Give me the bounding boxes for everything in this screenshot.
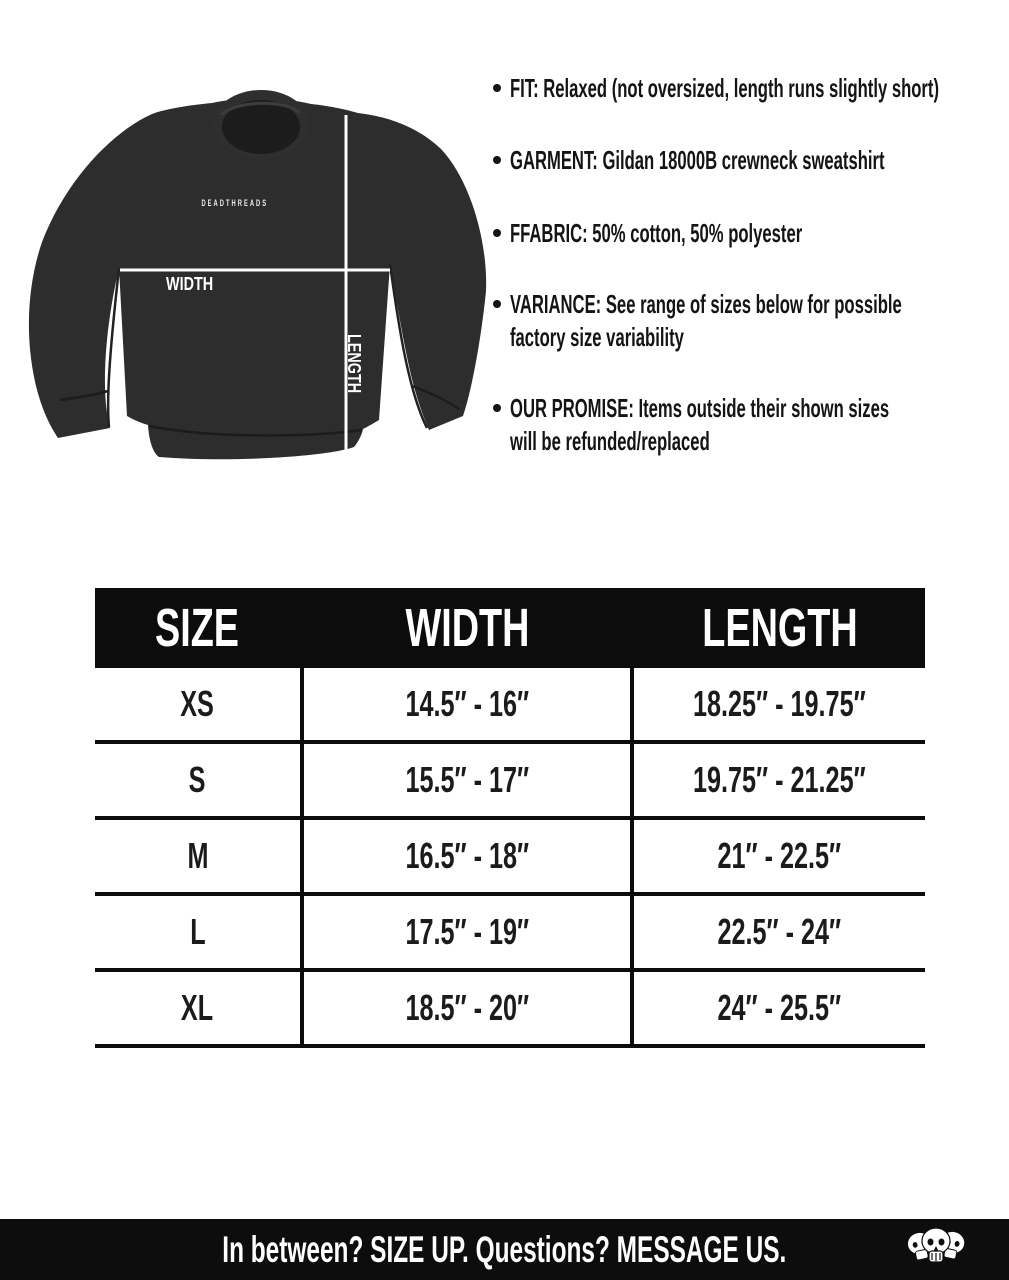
sweatshirt-diagram: [0, 0, 500, 480]
bullet-dot-icon: [493, 84, 501, 92]
footer-bar: [0, 1219, 1009, 1280]
size-cell: XS: [180, 683, 215, 724]
table-row: [95, 896, 925, 972]
size-cell: M: [187, 835, 208, 876]
triple-skull-icon: [905, 1226, 967, 1274]
bullet-dot-icon: [493, 229, 501, 237]
column-header-width: WIDTH: [405, 598, 529, 658]
length-cell: 24″ - 25.5″: [717, 987, 842, 1028]
length-measure-label: LENGTH: [344, 334, 364, 394]
list-item: [493, 288, 1009, 354]
width-measure-label: WIDTH: [166, 274, 214, 294]
sweatshirt-illustration: [0, 0, 500, 480]
bullet-text: factory size variability: [510, 322, 684, 352]
length-cell: 19.75″ - 21.25″: [693, 759, 866, 800]
footer-message: In between? SIZE UP. Questions? MESSAGE US.: [222, 1228, 787, 1270]
column-header-length: LENGTH: [701, 598, 858, 658]
size-cell: XL: [181, 987, 214, 1028]
length-cell: 18.25″ - 19.75″: [693, 683, 866, 724]
bullet-dot-icon: [493, 300, 501, 308]
bullet-text: will be refunded/replaced: [510, 426, 710, 456]
list-item: [493, 217, 967, 250]
table-row: [95, 744, 925, 820]
width-cell: 14.5″ - 16″: [300, 668, 634, 740]
table-row: [95, 820, 925, 896]
width-cell: 15.5″ - 17″: [300, 744, 634, 816]
table-row: [95, 972, 925, 1048]
size-cell: S: [189, 759, 206, 800]
size-chart-table: [95, 588, 925, 1048]
list-item: [493, 72, 1009, 105]
bullet-text: FIT: Relaxed (not oversized, length runs slightly short): [510, 73, 939, 103]
bullet-dot-icon: [493, 404, 501, 412]
width-cell: 18.5″ - 20″: [300, 972, 634, 1044]
length-cell: 21″ - 22.5″: [717, 835, 842, 876]
length-cell: 22.5″ - 24″: [717, 911, 842, 952]
bullet-text: VARIANCE: See range of sizes below for possible: [510, 289, 902, 319]
size-cell: L: [189, 911, 206, 952]
bullet-text: OUR PROMISE: Items outside their shown sizes: [510, 393, 890, 423]
width-cell: 17.5″ - 19″: [300, 896, 634, 968]
width-cell: 16.5″ - 18″: [300, 820, 634, 892]
table-row: [95, 668, 925, 744]
bullet-dot-icon: [493, 156, 501, 164]
bullet-text: GARMENT: Gildan 18000B crewneck sweatshirt: [510, 145, 885, 175]
bullet-text: FFABRIC: 50% cotton, 50% polyester: [510, 218, 803, 248]
list-item: [493, 392, 1009, 458]
chest-logo-text: DEADTHREADS: [201, 198, 269, 208]
column-header-size: SIZE: [155, 598, 240, 658]
table-header-row: [95, 588, 925, 668]
list-item: [493, 144, 1009, 177]
